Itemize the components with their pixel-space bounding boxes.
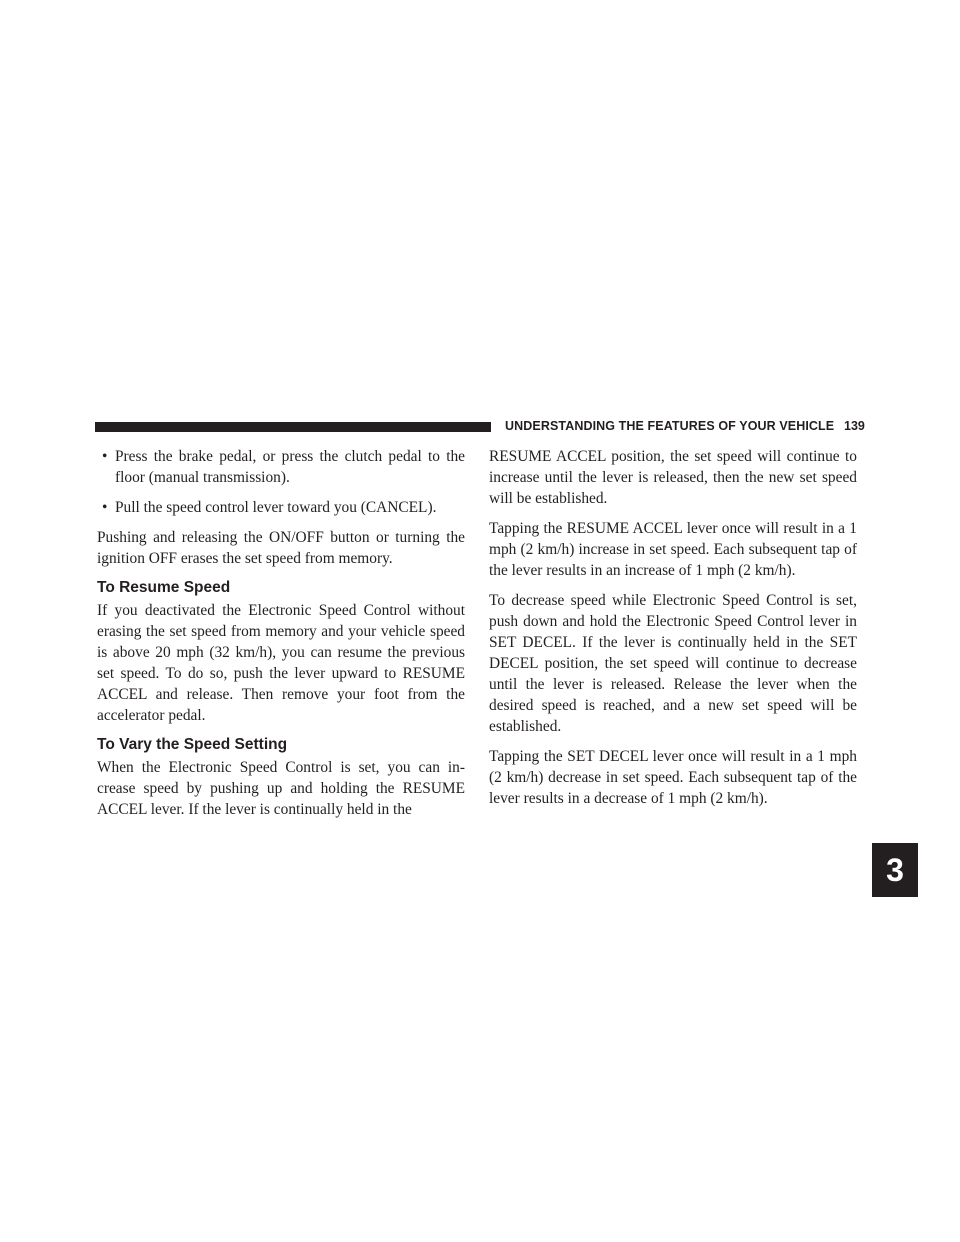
chapter-tab: 3 — [872, 843, 918, 897]
right-column — [489, 446, 857, 818]
paragraph: Tapping the SET DECEL lever once will result in a 1 mph (2 km/h) decrease in set speed. Each subsequent tap of the lever results in a decrease of 1 mph (2 km/h). — [489, 748, 857, 807]
running-header: UNDERSTANDING THE FEATURES OF YOUR VEHICLE — [505, 419, 835, 433]
paragraph: RESUME ACCEL position, the set speed will continue to increase until the lever is released, then the new set speed will be established. — [489, 448, 857, 507]
section-heading: To Resume Speed — [97, 579, 231, 596]
paragraph: To decrease speed while Electronic Speed Control is set, push down and hold the Electronic Speed Control lever in SET DECEL. If the lever is continually held in the SET DECEL position, the set speed will continue to decrease until the lever is released. Release the lever when the desired speed is reached, and a new set speed will be established. — [489, 592, 857, 735]
bullet-text: Press the brake pedal, or press the clutch pedal to the floor (manual transmission). — [115, 448, 465, 486]
paragraph: Pushing and releasing the ON/OFF button or turning the ignition OFF erases the set speed from memory. — [97, 529, 465, 567]
bullet-item — [97, 446, 465, 488]
page-number: 139 — [844, 419, 865, 433]
section-heading: To Vary the Speed Setting — [97, 736, 288, 753]
bullet-text: Pull the speed control lever toward you (CANCEL). — [115, 499, 437, 516]
header-rule — [95, 422, 491, 432]
bullet-dot: • — [102, 448, 108, 465]
bullet-item — [97, 497, 465, 518]
paragraph: Tapping the RESUME ACCEL lever once will result in a 1 mph (2 km/h) increase in set speed. Each subsequent tap of the lever results in an increase of 1 mph (2 km/h). — [489, 520, 857, 579]
bullet-dot: • — [102, 499, 108, 516]
left-column — [97, 446, 465, 829]
paragraph: When the Electronic Speed Control is set, you can in-crease speed by pushing up and holding the RESUME ACCEL lever. If the lever is continually held in the — [97, 759, 465, 818]
paragraph: If you deactivated the Electronic Speed Control without erasing the set speed from memory and your vehicle speed is above 20 mph (32 km/h), you can resume the previous set speed. To do so, push the lever upward to RESUME ACCEL and release. Then remove your foot from the accelerator pedal. — [97, 602, 465, 724]
